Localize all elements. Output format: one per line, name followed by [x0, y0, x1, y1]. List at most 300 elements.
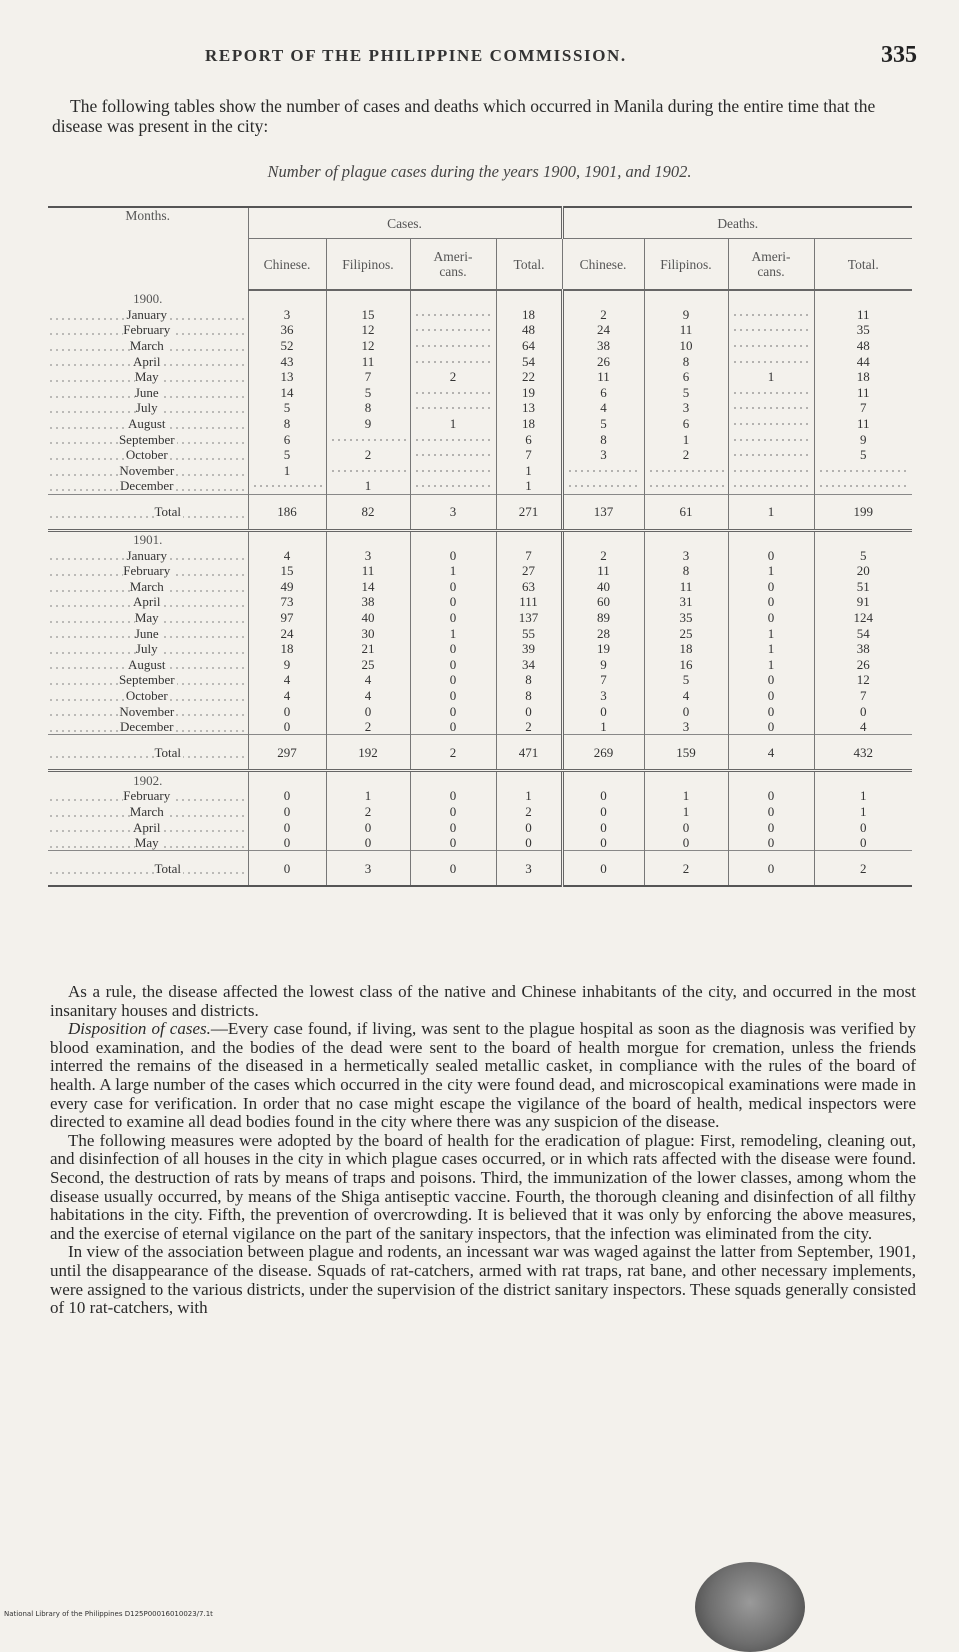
leader-dots	[414, 309, 492, 319]
table-cell: 43	[248, 353, 326, 369]
table-cell: 0	[644, 703, 728, 719]
total-cell: 4	[728, 735, 814, 771]
table-cell: 18	[496, 416, 562, 432]
table-cell: 2	[644, 447, 728, 463]
table-cell: 1	[728, 656, 814, 672]
table-cell	[410, 307, 496, 323]
table-cell: 26	[562, 353, 644, 369]
table-cell: 38	[814, 641, 912, 657]
table-cell: 30	[326, 625, 410, 641]
col-deaths-chinese: Chinese.	[562, 239, 644, 291]
table-cell: 0	[562, 788, 644, 804]
scan-footer: National Library of the Philippines D125P00016010023/7.1t	[4, 1610, 213, 1618]
table-row	[48, 353, 912, 369]
table-row	[48, 819, 912, 835]
table-cell: 1	[410, 416, 496, 432]
table-cell: 91	[814, 594, 912, 610]
table-row	[48, 322, 912, 338]
table-cell: 36	[248, 322, 326, 338]
leader-dots	[732, 434, 810, 444]
month-label: October	[125, 687, 168, 703]
table-cell: 25	[644, 625, 728, 641]
table-cell: 3	[644, 719, 728, 735]
table-cell	[410, 353, 496, 369]
month-label: August	[127, 656, 166, 672]
table-cell	[728, 322, 814, 338]
table-cell: 0	[410, 579, 496, 595]
table-cell: 4	[248, 688, 326, 704]
month-label: February	[123, 788, 171, 804]
empty-cell	[326, 290, 410, 307]
table-cell: 20	[814, 563, 912, 579]
month-label: October	[125, 447, 168, 463]
paragraph-2	[50, 1020, 916, 1132]
table-row	[48, 369, 912, 385]
table-cell: 19	[562, 641, 644, 657]
col-cases-total: Total.	[496, 239, 562, 291]
table-cell: 97	[248, 610, 326, 626]
table-cell: 4	[248, 672, 326, 688]
empty-cell	[644, 290, 728, 307]
empty-cell	[728, 771, 814, 788]
total-cell: 61	[644, 494, 728, 530]
leader-dots	[252, 480, 323, 490]
table-cell: 0	[248, 719, 326, 735]
month-cell	[48, 835, 248, 851]
month-label: March	[129, 578, 164, 594]
table-cell: 4	[248, 547, 326, 563]
table-cell: 5	[644, 672, 728, 688]
table-cell	[728, 385, 814, 401]
table-cell: 2	[326, 447, 410, 463]
table-cell: 27	[496, 563, 562, 579]
table-cell: 4	[814, 719, 912, 735]
year-row	[48, 771, 912, 788]
table-row	[48, 431, 912, 447]
table-cell: 7	[496, 547, 562, 563]
table-cell: 54	[814, 625, 912, 641]
table-row	[48, 385, 912, 401]
table-cell: 40	[562, 579, 644, 595]
empty-cell	[496, 771, 562, 788]
table-cell: 0	[728, 610, 814, 626]
table-cell: 1	[562, 719, 644, 735]
month-cell	[48, 563, 248, 579]
table-cell: 1	[644, 788, 728, 804]
table-cell: 3	[644, 400, 728, 416]
month-label: September	[118, 431, 175, 447]
month-label: February	[123, 322, 171, 338]
table-cell: 35	[644, 610, 728, 626]
year-row	[48, 290, 912, 307]
table-cell	[814, 463, 912, 479]
table-cell: 0	[728, 594, 814, 610]
table-cell: 18	[248, 641, 326, 657]
month-label: March	[129, 803, 164, 819]
table-cell: 1	[496, 478, 562, 494]
page-header	[205, 42, 925, 76]
table-row	[48, 478, 912, 494]
month-label: December	[120, 719, 174, 735]
leader-dots	[414, 465, 492, 475]
table-cell: 137	[496, 610, 562, 626]
table-cell	[326, 463, 410, 479]
table-cell: 5	[326, 385, 410, 401]
year-label: 1902.	[133, 772, 163, 788]
table-cell: 0	[326, 819, 410, 835]
year-row	[48, 530, 912, 547]
table-cell: 0	[562, 819, 644, 835]
empty-cell	[410, 771, 496, 788]
month-cell	[48, 641, 248, 657]
table-cell	[644, 463, 728, 479]
table-cell: 25	[326, 656, 410, 672]
table-cell	[728, 431, 814, 447]
month-label: January	[126, 306, 167, 322]
table-cell: 3	[326, 547, 410, 563]
month-cell	[48, 385, 248, 401]
table-cell: 48	[496, 322, 562, 338]
leader-dots	[818, 480, 908, 490]
table-cell	[410, 447, 496, 463]
table-cell: 0	[728, 547, 814, 563]
table-cell: 26	[814, 656, 912, 672]
table-cell: 0	[410, 610, 496, 626]
body-text	[50, 983, 916, 1318]
leader-dots	[414, 324, 492, 334]
disposition-heading: Disposition of cases.	[68, 1019, 211, 1039]
month-label: April	[133, 819, 161, 835]
table-cell: 11	[814, 416, 912, 432]
table-cell: 6	[248, 431, 326, 447]
total-cell: 271	[496, 494, 562, 530]
table-cell: 35	[814, 322, 912, 338]
total-cell: 3	[326, 851, 410, 887]
table-cell: 28	[562, 625, 644, 641]
table-cell: 0	[728, 835, 814, 851]
table-cell: 0	[410, 594, 496, 610]
table-cell: 12	[326, 338, 410, 354]
table-cell: 11	[644, 322, 728, 338]
month-cell	[48, 478, 248, 494]
table-cell: 4	[326, 688, 410, 704]
table-cell	[814, 478, 912, 494]
empty-cell	[496, 530, 562, 547]
leader-dots	[414, 356, 492, 366]
table-cell: 3	[562, 447, 644, 463]
total-cell: 192	[326, 735, 410, 771]
table-cell: 1	[814, 804, 912, 820]
table-cell: 0	[728, 819, 814, 835]
leader-dots	[732, 309, 810, 319]
empty-cell	[326, 530, 410, 547]
table-cell: 1	[728, 369, 814, 385]
table-cell	[326, 431, 410, 447]
total-cell: 2	[814, 851, 912, 887]
table-cell: 0	[248, 835, 326, 851]
table-cell: 2	[562, 307, 644, 323]
leader-dots	[414, 449, 492, 459]
table-cell: 0	[728, 672, 814, 688]
leader-dots	[414, 480, 492, 490]
month-cell	[48, 307, 248, 323]
empty-cell	[814, 771, 912, 788]
table-row	[48, 719, 912, 735]
leader-dots	[567, 480, 641, 490]
table-cell: 1	[410, 625, 496, 641]
total-cell: 3	[496, 851, 562, 887]
table-cell: 7	[326, 369, 410, 385]
table-cell: 73	[248, 594, 326, 610]
total-cell: 159	[644, 735, 728, 771]
table-cell: 12	[326, 322, 410, 338]
empty-cell	[562, 290, 644, 307]
table-cell: 8	[326, 400, 410, 416]
month-cell	[48, 719, 248, 735]
table-cell: 11	[326, 563, 410, 579]
table-cell: 1	[326, 788, 410, 804]
month-cell	[48, 703, 248, 719]
table-cell: 11	[562, 563, 644, 579]
table-cell	[728, 478, 814, 494]
table-cell: 18	[496, 307, 562, 323]
table-cell: 0	[410, 672, 496, 688]
table-cell	[410, 338, 496, 354]
table-cell: 24	[248, 625, 326, 641]
table-cell: 7	[496, 447, 562, 463]
table-cell	[728, 416, 814, 432]
table-cell: 0	[410, 656, 496, 672]
table-cell: 0	[410, 819, 496, 835]
table-title: Number of plague cases during the years 1900, 1901, and 1902.	[267, 162, 692, 181]
table-cell: 11	[326, 353, 410, 369]
table-cell: 54	[496, 353, 562, 369]
table-cell: 0	[728, 719, 814, 735]
table-cell: 49	[248, 579, 326, 595]
leader-dots	[567, 465, 641, 475]
table-cell	[728, 353, 814, 369]
paragraph-3: The following measures were adopted by the board of health for the eradication of plague: First, remodeling, cleaning out, and disinfection of all houses in the city in which plague cases occurred, or in which rats affected with the disease were found. Second, the destruction of rats by means of traps and poisons. Third, the immunization of the lower classes, among whom the disease usually occurred, by means of the Shiga antiseptic vaccine. Fourth, the thorough cleaning and disinfection of all filthy habitations in the city. Fifth, the prevention of overcrowding. It is believed that it was only by enforcing the above measures, and the exercise of eternal vigilance on the part of the sanitary inspectors, that the infection was eliminated from the city.	[50, 1130, 916, 1243]
table-cell: 51	[814, 579, 912, 595]
table-cell: 1	[644, 804, 728, 820]
month-cell	[48, 788, 248, 804]
month-cell	[48, 416, 248, 432]
total-cell: 3	[410, 494, 496, 530]
table-cell: 10	[644, 338, 728, 354]
total-cell: 82	[326, 494, 410, 530]
table-cell: 64	[496, 338, 562, 354]
table-cell: 5	[248, 400, 326, 416]
table-row	[48, 579, 912, 595]
table-cell: 12	[814, 672, 912, 688]
empty-cell	[644, 530, 728, 547]
table-row	[48, 563, 912, 579]
total-row	[48, 494, 912, 530]
month-cell	[48, 353, 248, 369]
table-row	[48, 672, 912, 688]
table-cell: 1	[326, 478, 410, 494]
table-cell: 52	[248, 338, 326, 354]
empty-cell	[562, 530, 644, 547]
table-cell: 5	[644, 385, 728, 401]
table-cell: 2	[496, 719, 562, 735]
table-cell: 24	[562, 322, 644, 338]
table-cell: 1	[728, 641, 814, 657]
table-cell: 39	[496, 641, 562, 657]
table-cell: 2	[326, 804, 410, 820]
table-cell	[410, 478, 496, 494]
table-cell: 4	[562, 400, 644, 416]
table-row	[48, 338, 912, 354]
table-cell: 9	[562, 656, 644, 672]
table-row	[48, 688, 912, 704]
month-label: November	[119, 703, 175, 719]
table-cell: 3	[562, 688, 644, 704]
table-cell: 1	[814, 788, 912, 804]
table-cell	[410, 431, 496, 447]
table-cell: 0	[496, 703, 562, 719]
table-cell: 2	[562, 547, 644, 563]
table-cell: 0	[496, 835, 562, 851]
month-cell	[48, 400, 248, 416]
table-cell: 2	[410, 369, 496, 385]
table-cell: 1	[248, 463, 326, 479]
table-row	[48, 416, 912, 432]
table-cell: 44	[814, 353, 912, 369]
month-label: May	[134, 609, 159, 625]
running-title: REPORT OF THE PHILIPPINE COMMISSION.	[205, 46, 627, 65]
table-cell: 124	[814, 610, 912, 626]
total-label: Total	[154, 860, 182, 876]
month-cell	[48, 463, 248, 479]
col-cases-filipinos: Filipinos.	[326, 239, 410, 291]
month-label: July	[135, 641, 158, 657]
table-cell	[728, 463, 814, 479]
table-cell	[410, 463, 496, 479]
table-cell: 5	[814, 547, 912, 563]
total-label: Total	[154, 744, 182, 760]
leader-dots	[414, 434, 492, 444]
table-cell: 7	[814, 688, 912, 704]
table-cell: 16	[644, 656, 728, 672]
month-cell	[48, 625, 248, 641]
table-cell: 0	[410, 641, 496, 657]
leader-dots	[330, 434, 406, 444]
table-row	[48, 804, 912, 820]
total-cell: 471	[496, 735, 562, 771]
table-cell: 0	[410, 703, 496, 719]
month-label: February	[123, 563, 171, 579]
table-cell: 6	[496, 431, 562, 447]
leader-dots	[732, 480, 810, 490]
month-cell	[48, 547, 248, 563]
month-label: January	[126, 547, 167, 563]
table-cell	[728, 307, 814, 323]
table-row	[48, 447, 912, 463]
total-cell: 137	[562, 494, 644, 530]
table-cell: 1	[728, 563, 814, 579]
month-label: April	[133, 353, 161, 369]
total-label-cell	[48, 494, 248, 530]
table-cell: 0	[248, 804, 326, 820]
total-cell: 2	[410, 735, 496, 771]
table-cell: 0	[410, 804, 496, 820]
table-row	[48, 463, 912, 479]
table-cell: 9	[248, 656, 326, 672]
table-cell: 8	[496, 672, 562, 688]
month-label: July	[135, 400, 158, 416]
total-row	[48, 851, 912, 887]
empty-cell	[728, 530, 814, 547]
paragraph-4: In view of the association between plague and rodents, an incessant war was waged against the latter from September, 1901, until the disappearance of the disease. Squads of rat-catchers, armed with rat traps, rat bane, and other necessary implements, were assigned to the various districts, under the supervision of the district sanitary inspectors. These squads generally consisted of 10 rat-catchers, with	[50, 1242, 917, 1318]
col-cases-chinese: Chinese.	[248, 239, 326, 291]
month-label: May	[134, 369, 159, 385]
total-cell: 0	[562, 851, 644, 887]
table-row	[48, 400, 912, 416]
table-row	[48, 594, 912, 610]
leader-dots	[330, 465, 406, 475]
month-cell	[48, 594, 248, 610]
total-label: Total	[154, 504, 182, 520]
table-cell: 0	[562, 835, 644, 851]
leader-dots	[648, 480, 724, 490]
thumb-shadow	[695, 1562, 805, 1652]
empty-cell	[248, 290, 326, 307]
leader-dots	[732, 340, 810, 350]
table-row	[48, 656, 912, 672]
total-cell: 2	[644, 851, 728, 887]
leader-dots	[414, 402, 492, 412]
empty-cell	[410, 290, 496, 307]
table-cell: 89	[562, 610, 644, 626]
table-cell: 18	[814, 369, 912, 385]
table-cell: 6	[644, 369, 728, 385]
table-cell: 111	[496, 594, 562, 610]
table-cell: 63	[496, 579, 562, 595]
month-label: August	[127, 416, 166, 432]
table-cell	[410, 322, 496, 338]
month-label: June	[134, 625, 159, 641]
table-cell: 0	[248, 788, 326, 804]
table-cell: 14	[326, 579, 410, 595]
table-cell	[562, 478, 644, 494]
table-cell	[562, 463, 644, 479]
table-cell: 11	[814, 307, 912, 323]
disposition-text: —Every case found, if living, was sent to the plague hospital as soon as the diagnosis was verified by blood examination, and the bodies of the dead were sent to the board of health morgue for cremation, unless the friends interred the remains of the diseased in a hermetically sealed metallic casket, in compliance with the rules of the board of health. A large number of the cases which occurred in the city were found dead, and microscopical examinations were made in every case for verification. In order that no case might escape the vigilance of the board of health, medical inspectors were directed to examine all dead bodies found in the city where there was any suspicion of the disease.	[50, 1019, 916, 1132]
table-cell: 22	[496, 369, 562, 385]
table-cell: 38	[562, 338, 644, 354]
table-cell: 5	[562, 416, 644, 432]
total-cell: 432	[814, 735, 912, 771]
table-cell: 18	[644, 641, 728, 657]
empty-cell	[248, 530, 326, 547]
month-label: November	[119, 462, 175, 478]
col-deaths-filipinos: Filipinos.	[644, 239, 728, 291]
table-cell: 1	[496, 463, 562, 479]
table-cell: 8	[562, 431, 644, 447]
table-cell: 0	[248, 819, 326, 835]
month-cell	[48, 688, 248, 704]
table-cell: 0	[814, 835, 912, 851]
total-cell: 297	[248, 735, 326, 771]
empty-cell	[562, 771, 644, 788]
table-cell: 14	[248, 385, 326, 401]
table-cell: 13	[496, 400, 562, 416]
table-cell	[410, 385, 496, 401]
table-cell: 34	[496, 656, 562, 672]
total-label-cell	[48, 851, 248, 887]
total-cell: 0	[410, 851, 496, 887]
